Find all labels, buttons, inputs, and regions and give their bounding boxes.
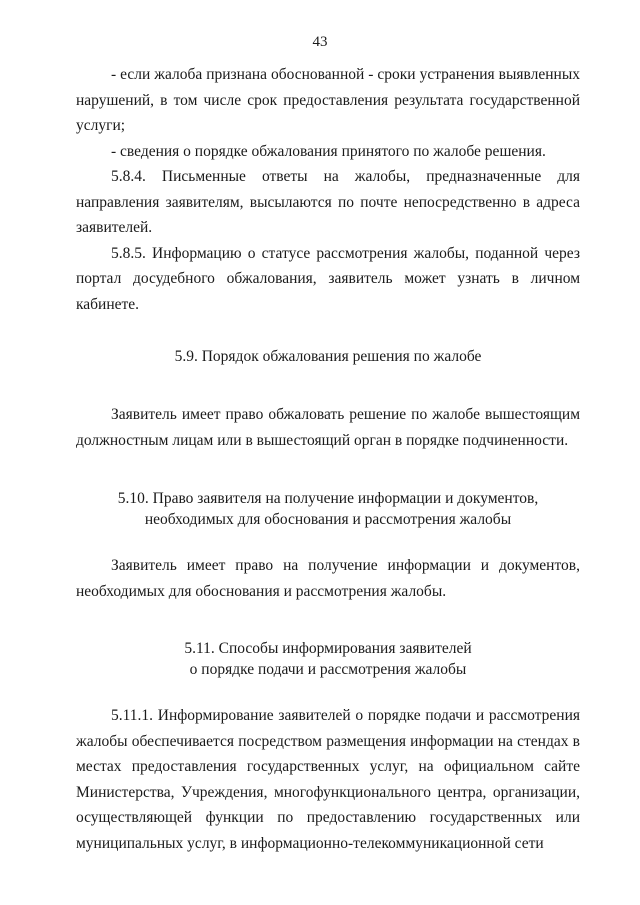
paragraph-appeal-grounded: - если жалоба признана обоснованной - сроки устранения выявленных нарушений, в том числе срок предоставления результата государственной услуги; — [76, 66, 580, 134]
section-heading-5-10 — [76, 488, 580, 530]
paragraph-5-11-1: 5.11.1. Информирование заявителей о порядке подачи и рассмотрения жалобы обеспечивается посредством размещения информации на стендах в местах предоставления государственных услуг, на официальном сайте Министерства, Учреждения, многофункционального центра, организации, осуществляющей функции по предоставлению государственных или муниципальных услуг, в информационно-телекоммуникационной сети — [76, 707, 580, 852]
section-heading-5-11-line-1: 5.11. Способы информирования заявителей — [184, 640, 472, 657]
section-heading-5-10-line-1: 5.10. Право заявителя на получение информации и документов, — [117, 490, 539, 507]
paragraph-5-8-4: 5.8.4. Письменные ответы на жалобы, предназначенные для направления заявителям, высылаются по почте непосредственно в адреса заявителей. — [76, 168, 580, 236]
section-heading-5-10-line-2: необходимых для обоснования и рассмотрения жалобы — [144, 511, 512, 528]
section-heading-5-11-line-2: о порядке подачи и рассмотрения жалобы — [189, 661, 467, 678]
paragraph-appeal-procedure: - сведения о порядке обжалования принятого по жалобе решения. — [111, 142, 546, 160]
document-body — [76, 62, 580, 856]
section-heading-5-11 — [76, 638, 580, 680]
paragraph-5-10: Заявитель имеет право на получение информации и документов, необходимых для обоснования и рассмотрения жалобы. — [76, 557, 580, 600]
page-number: 43 — [312, 34, 328, 50]
paragraph-5-8-5: 5.8.5. Информацию о статусе рассмотрения жалобы, поданной через портал досудебного обжалования, заявитель может узнать в личном кабинете. — [76, 244, 580, 313]
section-heading-5-9: 5.9. Порядок обжалования решения по жалобе — [174, 348, 482, 365]
paragraph-5-9: Заявитель имеет право обжаловать решение по жалобе вышестоящим должностным лицам или в вышестоящий орган в порядке подчиненности. — [76, 406, 580, 449]
